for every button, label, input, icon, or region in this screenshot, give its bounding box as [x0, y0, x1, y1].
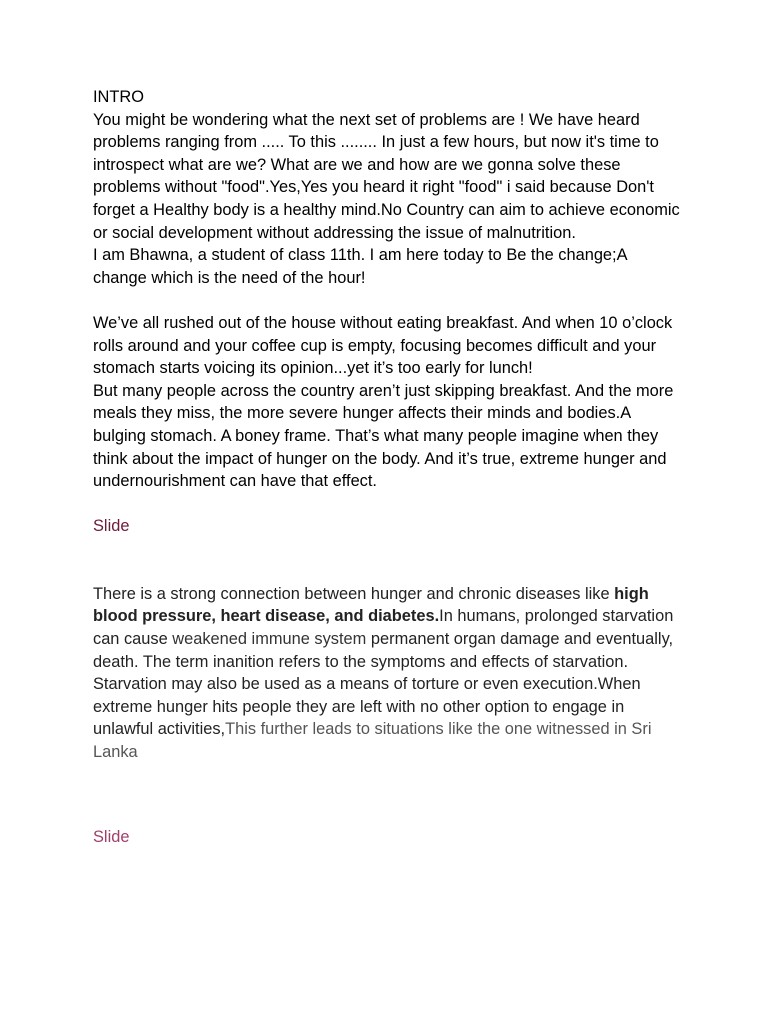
- disease-list: high blood pressure, heart disease, and diabetes.: [93, 584, 649, 626]
- spacer: [93, 764, 683, 826]
- intro-paragraph: You might be wondering what the next set of problems are ! We have heard problems ranging from ..... To this ........ In just a few hours, but now it's time to introspect what are we? What are we and how are we gonna solve these problems without "food".Yes,Yes you heard it right "food" i said because Don't forget a Healthy body is a healthy mind.No Country can aim to achieve economic or social development without addressing the issue of malnutrition.: [93, 110, 680, 242]
- slide-label: Slide: [93, 517, 130, 536]
- immune-text: weakened immune system: [172, 630, 367, 649]
- hunger-paragraph: But many people across the country aren’t just skipping breakfast. And the more meals they miss, the more severe hunger affects their minds and bodies.A bulging stomach. A boney frame. That’s what many people imagine when they think about the impact of hunger on the body. And it’s true, extreme hunger and undernourishment can have that effect.: [93, 381, 674, 491]
- spacer: [93, 538, 683, 583]
- disease-rest: permanent organ damage and eventually, death. The term inanition refers to the symptoms and effects of starvation. Starvation may also be used as a means of torture or even execution.When extreme hunger hits people they are left with no other option to engage in unlawful activities,: [93, 630, 674, 739]
- disease-intro: There is a strong connection between hunger and chronic diseases like: [93, 584, 615, 603]
- introduction-paragraph: I am Bhawna, a student of class 11th. I am here today to Be the change;A change which is the need of the hour!: [93, 246, 627, 287]
- disease-in-humans: In humans, prolonged starvation can cause: [93, 607, 674, 649]
- slide-label: Slide: [93, 827, 130, 846]
- sri-lanka-text: This further leads to situations like the one witnessed in Sri Lanka: [93, 720, 652, 762]
- breakfast-paragraph: We’ve all rushed out of the house without eating breakfast. And when 10 o’clock rolls around and your coffee cup is empty, focusing becomes difficult and your stomach starts voicing its opinion...yet it’s too early for lunch!: [93, 313, 673, 378]
- spacer: [93, 493, 683, 516]
- spacer: [93, 289, 683, 312]
- intro-heading: INTRO: [93, 88, 144, 106]
- document-body: [93, 86, 683, 848]
- disease-paragraph: [93, 583, 683, 764]
